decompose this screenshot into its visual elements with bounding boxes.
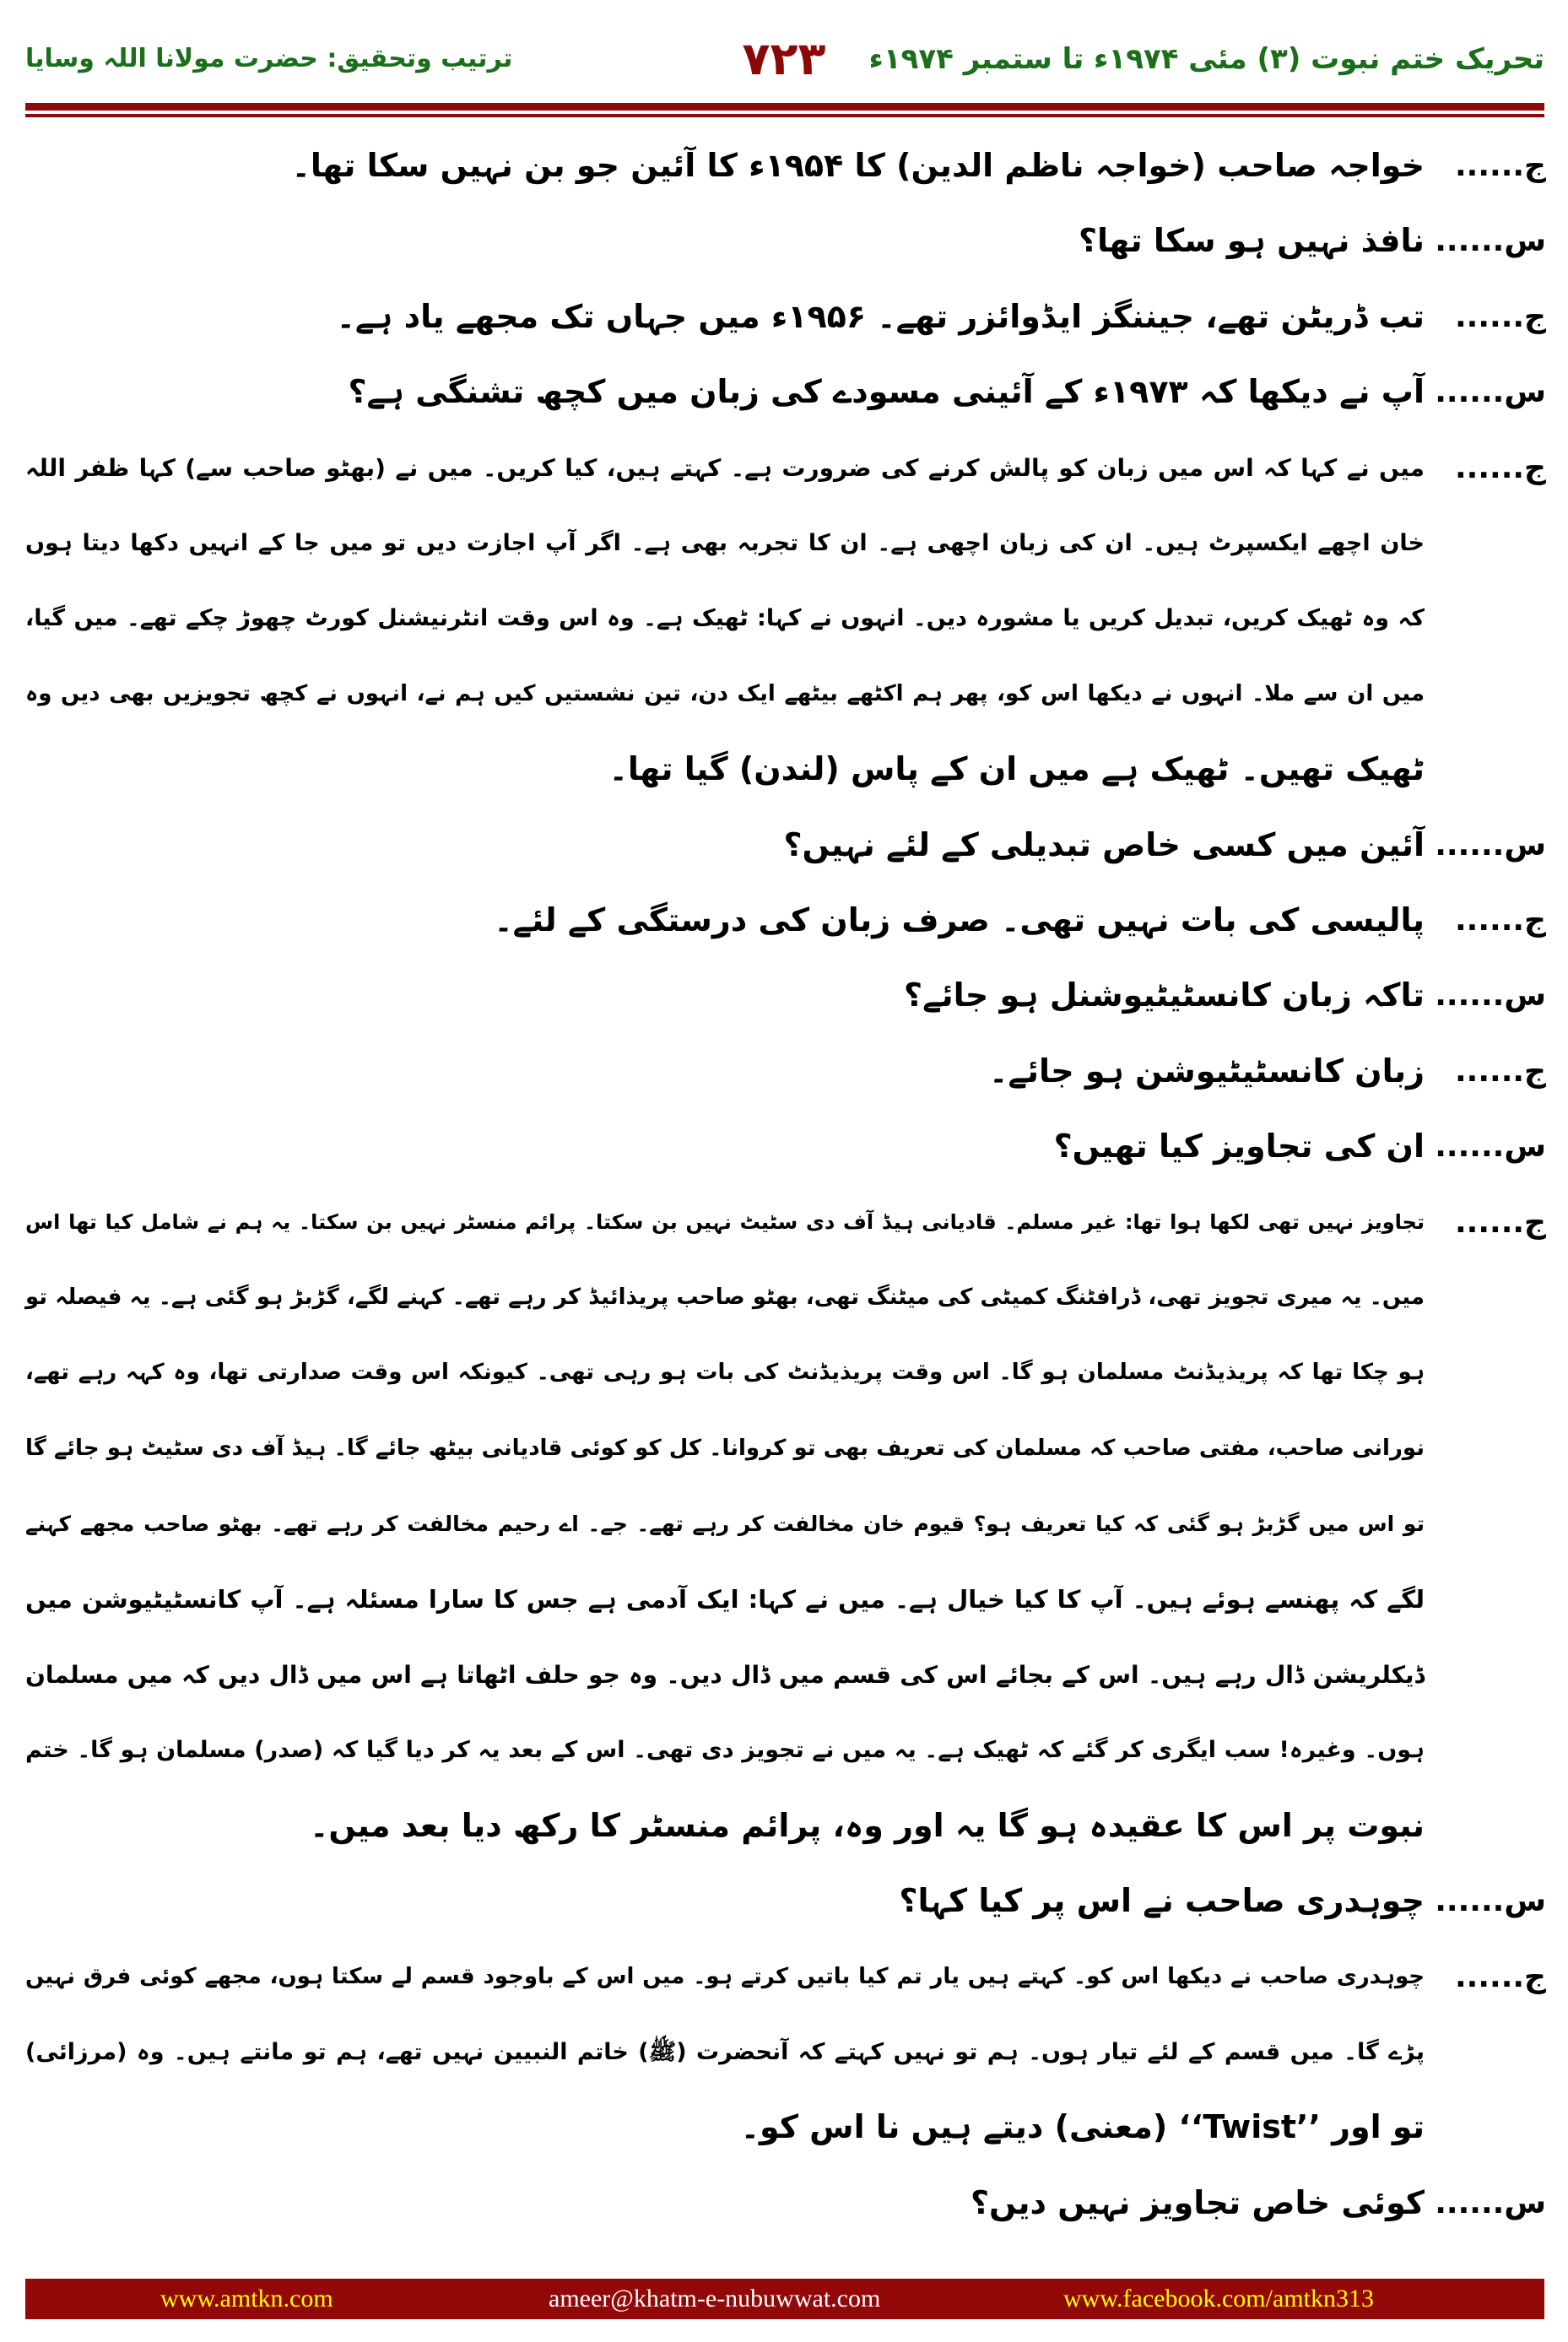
marker-dots: ...... <box>1454 903 1525 938</box>
continuation-row <box>0 1486 1568 1561</box>
text-line: چوہدری صاحب نے دیکھا اس کو۔ کہتے ہیں یار تم کیا باتیں کرتے ہو۔ میں اس کے باوجود قسم لے سکتا ہوں، مجھے کوئی فرق نہیں <box>25 1963 1425 1989</box>
book-title: تحریک ختم نبوت (۳) مئی ۱۹۷۴ء تا ستمبر ۱۹۷۴ء <box>868 42 1544 76</box>
text-line: ان کی تجاویز کیا تھیں؟ <box>1053 1128 1425 1166</box>
marker-dots: ...... <box>1454 1053 1525 1089</box>
continuation-row <box>0 1562 1568 1637</box>
speaker-label: ج <box>1524 903 1546 938</box>
text-line: تو اس میں گڑبڑ ہو گئی کہ کیا تعریف ہو؟ قیوم خان مخالفت کر رہے تھے۔ جے۔ اے رحیم مخالفت کر رہے تھے۔ بھٹو صاحب مجھے کہنے <box>25 1512 1425 1537</box>
text-line: پڑے گا۔ میں قسم کے لئے تیار ہوں۔ ہم تو نہیں کہتے کہ آنحضرت (ﷺ) خاتم النبیین نہیں تھے، ہم تو مانتے ہیں۔ وہ (مرزائی) <box>25 2039 1425 2065</box>
text-line: میں نے کہا کہ اس میں زبان کو پالش کرنے کی ضرورت ہے۔ کہتے ہیں، کیا کریں۔ میں نے (بھٹو صاحب سے) کہا ظفر اللہ <box>25 453 1425 482</box>
marker-dots: ...... <box>1454 450 1525 485</box>
marker-dots: ...... <box>1435 978 1505 1014</box>
speaker-label: ج <box>1524 1053 1546 1089</box>
marker-dots: ...... <box>1454 149 1525 183</box>
text-line: کوئی خاص تجاویز نہیں دیں؟ <box>970 2183 1425 2221</box>
page-number: ۷۲۳ <box>742 32 826 85</box>
answer-row <box>0 430 1568 506</box>
website-link[interactable]: www.amtkn.com <box>160 2285 333 2312</box>
question-row <box>0 2166 1568 2241</box>
text-line: تجاویز نہیں تھی لکھا ہوا تھا: غیر مسلم۔ قادیانی ہیڈ آف دی سٹیٹ نہیں بن سکتا۔ پرائم منسٹر نہیں بن سکتا۔ یہ ہم نے شامل کیا تھا اس <box>25 1209 1425 1234</box>
text-line: تو اور ’’Twist‘‘ (معنی) دیتے ہیں نا اس کو۔ <box>740 2108 1425 2146</box>
speaker-label: ج <box>1524 299 1546 334</box>
continuation-row <box>0 2015 1568 2090</box>
text-line: نبوت پر اس کا عقیدہ ہو گا یہ اور وہ، پرائم منسٹر کا رکھ دیا بعد میں۔ <box>310 1806 1425 1844</box>
text-line: ہوں۔ وغیرہ! سب ایگری کر گئے کہ ٹھیک ہے۔ یہ میں نے تجویز دی تھی۔ اس کے بعد یہ کر دیا گیا کہ (صدر) مسلمان ہو گا۔ ختم <box>25 1737 1425 1764</box>
continuation-row <box>0 732 1568 807</box>
speaker-label: س <box>1504 827 1546 863</box>
text-line: تب ڈریٹن تھے، جیننگز ایڈوائزر تھے۔ ۱۹۵۶ء میں جہاں تک مجھے یاد ہے۔ <box>336 297 1425 335</box>
header-rule-thin <box>25 114 1544 117</box>
text-line: لگے کہ پھنسے ہوئے ہیں۔ آپ کا کیا خیال ہے۔ میں نے کہا: ایک آدمی ہے جس کا سارا مسئلہ ہے۔ آپ کانسٹیٹیوشن میں <box>25 1584 1425 1614</box>
text-line: چوہدری صاحب نے اس پر کیا کہا؟ <box>899 1882 1425 1920</box>
marker-dots: ...... <box>1454 299 1525 334</box>
continuation-row <box>0 1712 1568 1788</box>
answer-marker <box>1436 128 1546 203</box>
marker-dots: ...... <box>1435 2185 1505 2220</box>
marker-dots: ...... <box>1435 375 1505 410</box>
question-marker <box>1436 1109 1546 1184</box>
answer-row <box>0 883 1568 958</box>
continuation-row <box>0 1335 1568 1410</box>
question-marker <box>1436 808 1546 883</box>
question-row <box>0 354 1568 430</box>
text-line: میں۔ یہ میری تجویز تھی، ڈرافٹنگ کمیٹی کی میٹنگ تھی، بھٹو صاحب پریذائیڈ کر رہے تھے۔ کہنے لگے، گڑبڑ ہو گئی ہے۔ یہ فیصلہ تو <box>25 1285 1425 1310</box>
text-line: میں ان سے ملا۔ انہوں نے دیکھا اس کو، پھر ہم اکٹھے بیٹھے ایک دن، تین نشستیں کیں ہم نے، انہوں نے کچھ تجویزیں بھی دیں وہ <box>25 680 1425 706</box>
answer-row <box>0 1185 1568 1260</box>
text-line: ڈیکلریشن ڈال رہے ہیں۔ اس کے بجائے اس کی قسم میں ڈال دیں۔ وہ جو حلف اٹھاتا ہے اس میں ڈال دیں کہ میں مسلمان <box>25 1661 1425 1689</box>
marker-dots: ...... <box>1454 1959 1525 1994</box>
speaker-label: ج <box>1524 450 1546 485</box>
footer-bar <box>25 2279 1544 2319</box>
marker-dots: ...... <box>1435 1129 1505 1165</box>
text-line: ہو چکا تھا کہ پریذیڈنٹ مسلمان ہو گا۔ اس وقت پریذیڈنٹ کی بات ہو رہی تھی۔ کیونکہ اس وقت صدارتی تھا، وہ کہہ رہے تھے، <box>25 1360 1425 1386</box>
answer-marker <box>1436 1939 1546 2015</box>
question-marker <box>1436 354 1546 430</box>
text-line: خواجہ صاحب (خواجہ ناظم الدین) کا ۱۹۵۴ء کا آئین جو بن نہیں سکا تھا۔ <box>291 147 1425 184</box>
question-row <box>0 1863 1568 1939</box>
answer-row <box>0 279 1568 354</box>
question-row <box>0 1109 1568 1184</box>
question-marker <box>1436 2166 1546 2241</box>
email-link[interactable]: ameer@khatm-e-nubuwwat.com <box>549 2285 881 2312</box>
text-line: پالیسی کی بات نہیں تھی۔ صرف زبان کی درستگی کے لئے۔ <box>494 901 1425 938</box>
question-row <box>0 203 1568 279</box>
text-line: ٹھیک تھیں۔ ٹھیک ہے میں ان کے پاس (لندن) گیا تھا۔ <box>608 750 1425 788</box>
answer-marker <box>1436 430 1546 506</box>
text-line: نافذ نہیں ہو سکا تھا؟ <box>1078 222 1425 260</box>
text-line: کہ وہ ٹھیک کریں، تبدیل کریں یا مشورہ دیں۔ انہوں نے کہا: ٹھیک ہے۔ وہ اس وقت انٹرنیشنل کورٹ چھوڑ چکے تھے۔ میں گیا، <box>25 605 1425 632</box>
marker-dots: ...... <box>1435 827 1505 863</box>
continuation-row <box>0 581 1568 656</box>
text-line: زبان کانسٹیٹیوشن ہو جائے۔ <box>989 1052 1425 1090</box>
continuation-row <box>0 1637 1568 1712</box>
answer-row <box>0 1034 1568 1109</box>
text-line: خان اچھے ایکسپرٹ ہیں۔ ان کی زبان اچھی ہے۔ ان کا تجربہ بھی ہے۔ اگر آپ اجازت دیں تو میں جا کے انہیں دکھا دیتا ہوں <box>25 530 1425 556</box>
answer-marker <box>1436 883 1546 958</box>
answer-marker <box>1436 1185 1546 1260</box>
continuation-row <box>0 1260 1568 1335</box>
speaker-label: ج <box>1524 1204 1546 1240</box>
answer-row <box>0 128 1568 203</box>
marker-dots: ...... <box>1435 224 1505 259</box>
speaker-label: س <box>1504 1884 1546 1919</box>
answer-marker <box>1436 1034 1546 1109</box>
header-rule-thick <box>25 103 1544 111</box>
marker-dots: ...... <box>1454 1204 1525 1240</box>
continuation-row <box>0 657 1568 732</box>
question-row <box>0 808 1568 883</box>
compiler-credit: ترتیب وتحقیق: حضرت مولانا اللہ وسایا <box>25 44 513 73</box>
facebook-link[interactable]: www.facebook.com/amtkn313 <box>1063 2285 1374 2312</box>
speaker-label: ج <box>1524 149 1546 183</box>
speaker-label: ج <box>1524 1959 1546 1994</box>
text-line: آئین میں کسی خاص تبدیلی کے لئے نہیں؟ <box>783 825 1425 863</box>
answer-marker <box>1436 279 1546 354</box>
question-row <box>0 958 1568 1033</box>
speaker-label: س <box>1504 978 1546 1014</box>
speaker-label: س <box>1504 224 1546 259</box>
speaker-label: س <box>1504 2185 1546 2220</box>
speaker-label: س <box>1504 1129 1546 1165</box>
continuation-row <box>0 1788 1568 1863</box>
question-marker <box>1436 958 1546 1033</box>
continuation-row <box>0 2090 1568 2165</box>
text-line: نورانی صاحب، مفتی صاحب کہ مسلمان کی تعریف بھی تو کروانا۔ کل کو کوئی قادیانی بیٹھ جائے گا۔ ہیڈ آف دی سٹیٹ ہو جائے گا <box>25 1435 1425 1461</box>
answer-row <box>0 1939 1568 2015</box>
speaker-label: س <box>1504 375 1546 410</box>
marker-dots: ...... <box>1435 1884 1505 1919</box>
continuation-row <box>0 1411 1568 1486</box>
question-marker <box>1436 1863 1546 1939</box>
question-marker <box>1436 203 1546 279</box>
text-line: آپ نے دیکھا کہ ۱۹۷۳ء کے آئینی مسودے کی زبان میں کچھ تشنگی ہے؟ <box>348 373 1425 411</box>
text-line: تاکہ زبان کانسٹیٹیوشنل ہو جائے؟ <box>904 976 1425 1014</box>
continuation-row <box>0 506 1568 581</box>
